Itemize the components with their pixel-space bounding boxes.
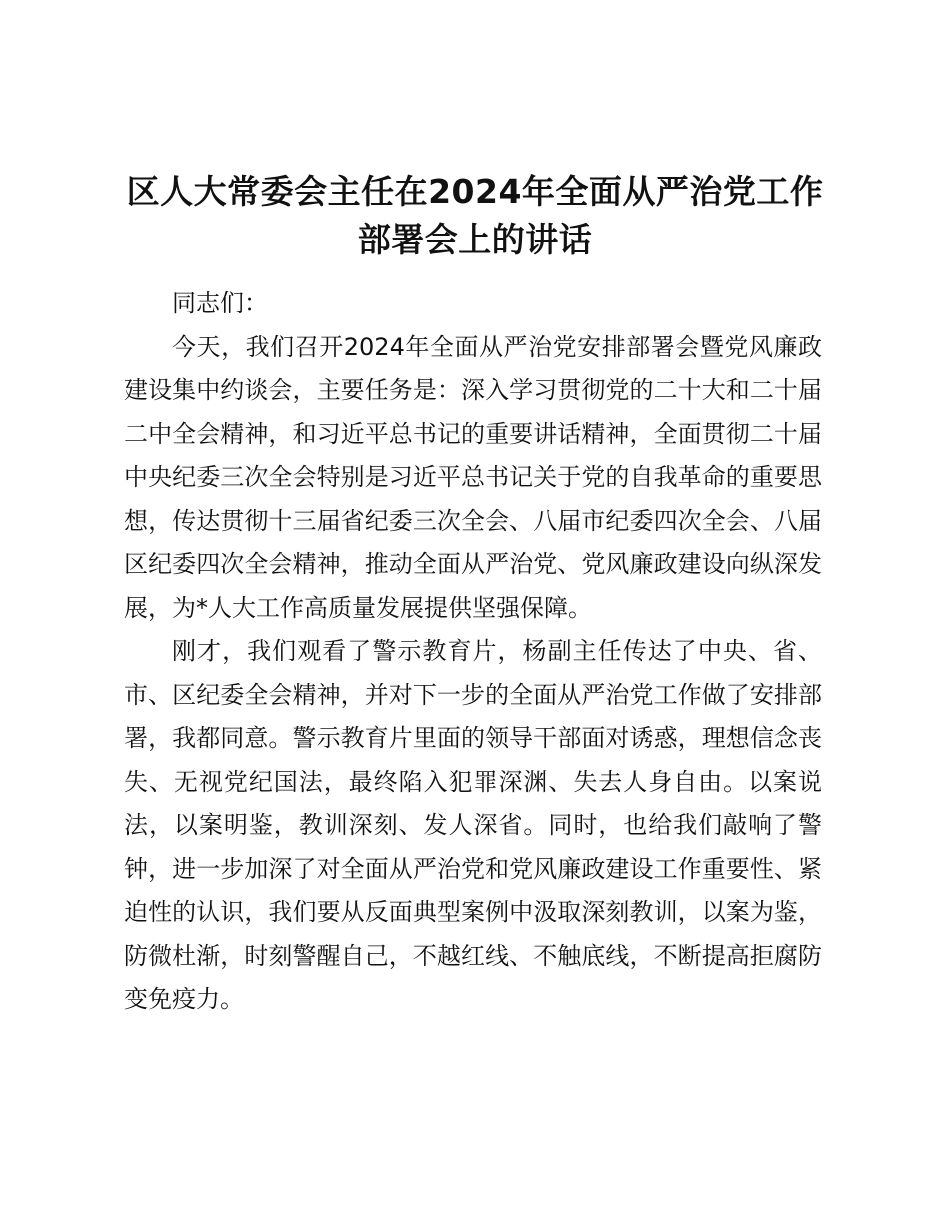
document-title: 区人大常委会主任在2024年全面从严治党工作部署会上的讲话 bbox=[126, 172, 824, 259]
paragraph-2: 刚才，我们观看了警示教育片，杨副主任传达了中央、省、市、区纪委全会精神，并对下一步的全面从严治党工作做了安排部署，我都同意。警示教育片里面的领导干部面对诱惑，理想信念丧失、无视党纪国法，最终陷入犯罪深渊、失去人身自由。以案说法，以案明鉴，教训深刻、发人深省。同时，也给我们敲响了警钟，进一步加深了对全面从严治党和党风廉政建设工作重要性、紧迫性的认识，我们要从反面典型案例中汲取深刻教训，以案为鉴，防微杜渐，时刻警醒自己，不越红线、不触底线，不断提高拒腐防变免疫力。 bbox=[124, 637, 822, 1013]
paragraph-1: 今天，我们召开2024年全面从严治党安排部署会暨党风廉政建设集中约谈会，主要任务是：深入学习贯彻党的二十大和二十届二中全会精神，和习近平总书记的重要讲话精神，全面贯彻二十届中央纪委三次全会特别是习近平总书记关于党的自我革命的重要思想，传达贯彻十三届省纪委三次全会、八届市纪委四次全会、八届区纪委四次全会精神，推动全面从严治党、党风廉政建设向纵深发展，为*人大工作高质量发展提供坚强保障。 bbox=[124, 332, 822, 622]
document-body bbox=[124, 282, 822, 1022]
salutation: 同志们： bbox=[172, 289, 268, 317]
